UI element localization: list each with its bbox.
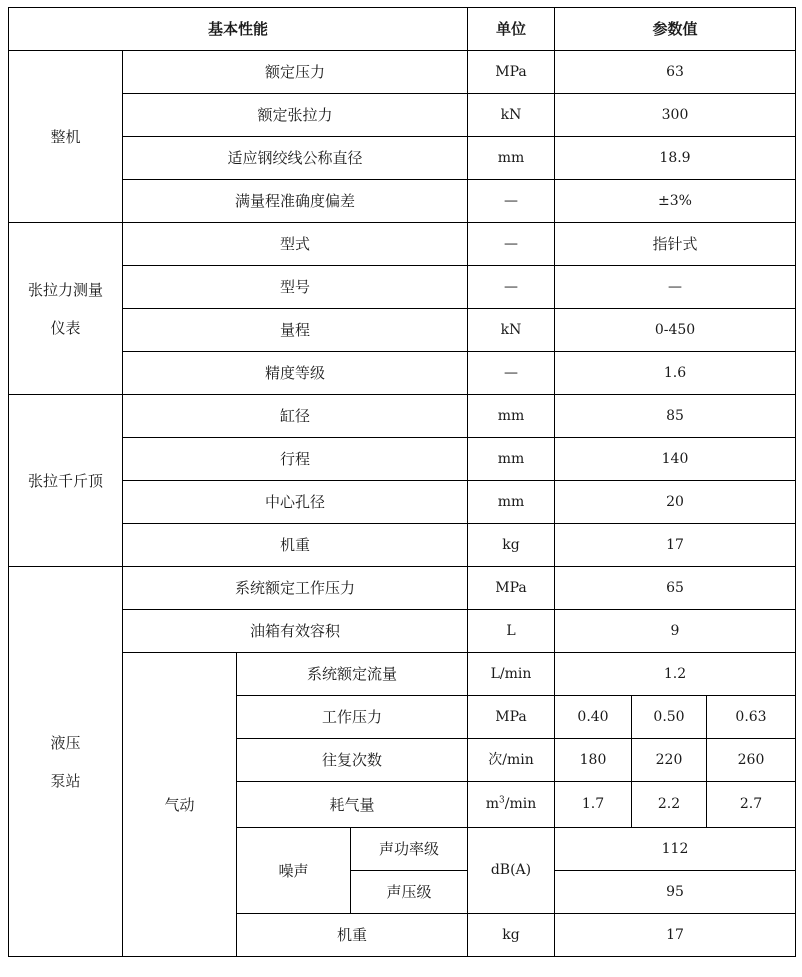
param-name: 中心孔径	[123, 481, 468, 524]
table-row	[9, 137, 796, 180]
param-name: 工作压力	[237, 696, 468, 739]
header-unit: 单位	[468, 8, 555, 51]
param-unit: MPa	[468, 696, 555, 739]
param-name: 型式	[123, 223, 468, 266]
param-unit: L	[468, 610, 555, 653]
param-name: 型号	[123, 266, 468, 309]
param-unit: kg	[468, 914, 555, 957]
param-value: 17	[555, 524, 796, 567]
param-unit: —	[468, 180, 555, 223]
param-unit: MPa	[468, 567, 555, 610]
param-name: 满量程准确度偏差	[123, 180, 468, 223]
param-unit: dB(A)	[468, 828, 555, 914]
param-unit: —	[468, 266, 555, 309]
param-value: 0.50	[632, 696, 707, 739]
table-header-row	[9, 8, 796, 51]
param-value: 63	[555, 51, 796, 94]
param-value: 17	[555, 914, 796, 957]
param-name: 声功率级	[351, 828, 468, 871]
param-value: 180	[555, 739, 632, 782]
param-name: 额定压力	[123, 51, 468, 94]
param-name: 往复次数	[237, 739, 468, 782]
param-unit: —	[468, 352, 555, 395]
param-value: 300	[555, 94, 796, 137]
param-name: 油箱有效容积	[123, 610, 468, 653]
table-row	[9, 309, 796, 352]
param-unit: L/min	[468, 653, 555, 696]
category-jack: 张拉千斤顶	[9, 395, 123, 567]
param-name: 量程	[123, 309, 468, 352]
param-value: 1.7	[555, 782, 632, 828]
table-row	[9, 180, 796, 223]
table-row	[9, 266, 796, 309]
header-value: 参数值	[555, 8, 796, 51]
param-value: 95	[555, 871, 796, 914]
param-value: 112	[555, 828, 796, 871]
subcategory-pneumatic: 气动	[123, 653, 237, 957]
table-row	[9, 223, 796, 266]
table-row	[9, 438, 796, 481]
category-gauge-line2: 仪表	[50, 318, 81, 337]
param-value: 65	[555, 567, 796, 610]
param-unit: kN	[468, 309, 555, 352]
param-name: 适应钢绞线公称直径	[123, 137, 468, 180]
param-value: ±3%	[555, 180, 796, 223]
param-value: 0.40	[555, 696, 632, 739]
param-name: 耗气量	[237, 782, 468, 828]
param-unit: kN	[468, 94, 555, 137]
param-unit: mm	[468, 395, 555, 438]
spec-table	[8, 7, 796, 957]
param-value: —	[555, 266, 796, 309]
table-row	[9, 567, 796, 610]
param-name: 机重	[123, 524, 468, 567]
unit-superscript: 3	[499, 795, 505, 806]
param-name: 系统额定流量	[237, 653, 468, 696]
param-value: 2.2	[632, 782, 707, 828]
param-name: 缸径	[123, 395, 468, 438]
table-row	[9, 481, 796, 524]
table-row	[9, 524, 796, 567]
param-value: 9	[555, 610, 796, 653]
param-unit	[468, 782, 555, 828]
table-row	[9, 352, 796, 395]
category-gauge	[9, 223, 123, 395]
param-name: 额定张拉力	[123, 94, 468, 137]
param-unit: mm	[468, 438, 555, 481]
unit-rest: /min	[504, 796, 537, 813]
table-row	[9, 395, 796, 438]
table-row	[9, 51, 796, 94]
param-name: 声压级	[351, 871, 468, 914]
category-machine: 整机	[9, 51, 123, 223]
param-name: 系统额定工作压力	[123, 567, 468, 610]
param-value: 140	[555, 438, 796, 481]
param-value: 18.9	[555, 137, 796, 180]
category-pump	[9, 567, 123, 957]
param-name: 机重	[237, 914, 468, 957]
param-unit: mm	[468, 481, 555, 524]
unit-base: m	[485, 796, 500, 813]
param-value: 220	[632, 739, 707, 782]
param-unit: 次/min	[468, 739, 555, 782]
param-value: 2.7	[707, 782, 796, 828]
category-pump-line2: 泵站	[50, 771, 81, 790]
param-value: 0-450	[555, 309, 796, 352]
category-gauge-line1: 张拉力测量	[27, 280, 103, 299]
param-name: 行程	[123, 438, 468, 481]
noise-label: 噪声	[237, 828, 351, 914]
param-unit: MPa	[468, 51, 555, 94]
param-value: 1.6	[555, 352, 796, 395]
param-name: 精度等级	[123, 352, 468, 395]
table-row	[9, 94, 796, 137]
param-value: 260	[707, 739, 796, 782]
table-row	[9, 610, 796, 653]
category-pump-line1: 液压	[50, 733, 81, 752]
param-unit: mm	[468, 137, 555, 180]
param-value: 85	[555, 395, 796, 438]
param-value: 1.2	[555, 653, 796, 696]
param-unit: —	[468, 223, 555, 266]
header-performance: 基本性能	[9, 8, 468, 51]
param-value: 20	[555, 481, 796, 524]
param-value: 指针式	[555, 223, 796, 266]
param-value: 0.63	[707, 696, 796, 739]
param-unit: kg	[468, 524, 555, 567]
table-row	[9, 653, 796, 696]
